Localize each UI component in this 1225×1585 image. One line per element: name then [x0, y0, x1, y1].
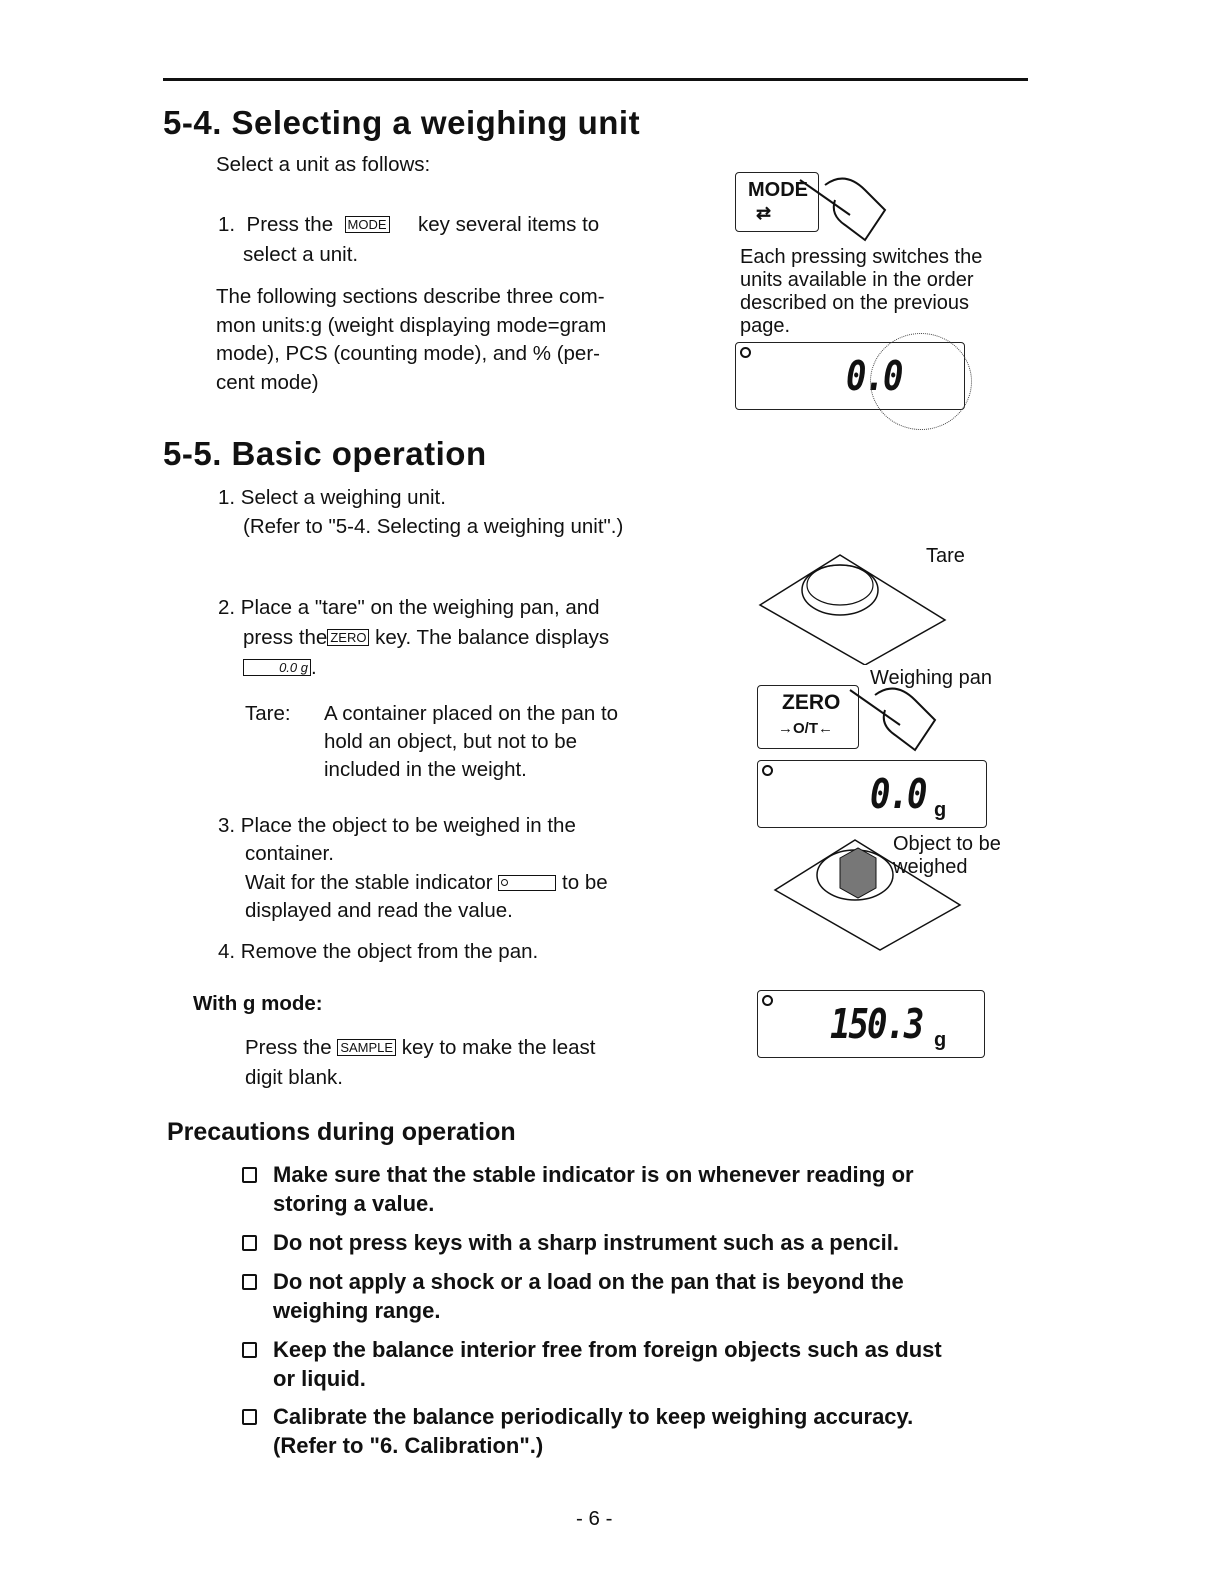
step-text: to be — [562, 871, 608, 894]
intro-text: Select a unit as follows: — [216, 153, 431, 176]
units-paragraph — [216, 283, 606, 397]
precautions-title: Precautions during operation — [167, 1118, 516, 1146]
cycle-arrows-icon: ⇄ — [756, 203, 772, 223]
callout-line: weighed — [893, 856, 968, 878]
display-reading: 0.0 — [870, 771, 926, 819]
checkbox-icon — [242, 1342, 257, 1358]
step-text: key several items to — [418, 213, 600, 236]
mode-caption — [740, 246, 982, 338]
g-mode-title: With g mode: — [193, 992, 323, 1015]
step-text: Press the — [246, 213, 334, 236]
weighing-pan-callout: Weighing pan — [870, 667, 992, 689]
step-text: Press the — [245, 1036, 332, 1059]
step-number: 1. — [218, 213, 236, 236]
step-text: container. — [245, 842, 334, 865]
display-panel — [757, 760, 987, 828]
step-text: key to make the least — [401, 1036, 596, 1059]
callout-line: Object to be — [893, 833, 1001, 855]
step-text: key. The balance displays — [375, 626, 610, 649]
step-text — [243, 624, 609, 652]
stable-indicator-icon — [762, 995, 773, 1006]
step-text: select a unit. — [243, 243, 359, 266]
caption-line: units available in the order — [740, 269, 974, 291]
object-callout — [893, 833, 1001, 879]
item-line: Keep the balance interior free from foreign objects such as dust — [273, 1337, 942, 1362]
page-number: - 6 - — [576, 1507, 613, 1530]
zero-key-label: ZERO — [327, 629, 369, 646]
step-text: (Refer to "5-4. Selecting a weighing unit".) — [243, 515, 624, 538]
checkbox-icon — [242, 1274, 257, 1290]
stable-indicator-icon — [498, 875, 556, 891]
precaution-item — [273, 1228, 899, 1257]
step-text: displayed and read the value. — [245, 899, 513, 922]
precaution-item — [273, 1402, 913, 1460]
section-title-5-5: 5-5. Basic operation — [163, 435, 487, 472]
stable-indicator-icon — [740, 347, 751, 358]
paragraph-line: cent mode) — [216, 370, 319, 394]
pressing-hand-icon — [790, 165, 890, 245]
display-inline: 0.0 g . — [243, 654, 317, 682]
display-reading: 0.0 — [846, 353, 902, 401]
step-text — [245, 869, 608, 897]
item-line: (Refer to "6. Calibration".) — [273, 1433, 544, 1458]
step-1: 1. Select a weighing unit. — [218, 486, 446, 509]
display-inline-label: 0.0 g — [243, 659, 311, 676]
sample-key-label: SAMPLE — [337, 1039, 396, 1056]
pan-with-tare-illustration — [755, 545, 955, 665]
paragraph-line: The following sections describe three com- — [216, 285, 605, 308]
item-line: Make sure that the stable indicator is on whenever reading or — [273, 1162, 914, 1187]
caption-line: page. — [740, 315, 791, 337]
checkbox-icon — [242, 1235, 257, 1251]
step-text: Wait for the stable indicator — [245, 871, 493, 894]
step-2: 2. Place a "tare" on the weighing pan, and — [218, 596, 600, 619]
tare-definition — [324, 700, 618, 784]
display-unit: g — [934, 799, 947, 821]
checkbox-icon — [242, 1409, 257, 1425]
pressing-hand-icon — [840, 675, 940, 755]
step-4: 4. Remove the object from the pan. — [218, 940, 539, 963]
top-rule — [163, 78, 1028, 81]
item-line: storing a value. — [273, 1191, 435, 1216]
item-line: Do not apply a shock or a load on the pan that is beyond the — [273, 1269, 904, 1294]
item-line: Calibrate the balance periodically to keep weighing accuracy. — [273, 1404, 914, 1429]
step-text: press the — [243, 626, 328, 649]
stable-indicator-icon — [762, 765, 773, 776]
section-title-5-4: 5-4. Selecting a weighing unit — [163, 104, 641, 141]
paragraph-line: mon units:g (weight displaying mode=gram — [216, 313, 607, 337]
tare-label: Tare: — [245, 702, 291, 725]
checkbox-icon — [242, 1167, 257, 1183]
g-mode-text — [245, 1034, 595, 1062]
display-unit: g — [934, 1029, 947, 1051]
key-label: ZERO — [782, 691, 841, 714]
display-panel — [757, 990, 985, 1058]
paragraph-line: mode), PCS (counting mode), and % (per- — [216, 342, 600, 365]
precaution-item — [273, 1267, 904, 1325]
definition-line: included in the weight. — [324, 758, 527, 781]
display-reading: 150.3 — [830, 1001, 923, 1049]
step-1 — [218, 211, 599, 239]
key-sublabel: →O/T← — [778, 720, 833, 737]
item-line: or liquid. — [273, 1366, 366, 1391]
item-line: Do not press keys with a sharp instrument such as a pencil. — [273, 1230, 899, 1255]
item-line: weighing range. — [273, 1298, 441, 1323]
precaution-item — [273, 1335, 942, 1393]
definition-line: A container placed on the pan to — [324, 702, 619, 725]
tare-callout: Tare — [926, 545, 965, 567]
precaution-item — [273, 1160, 914, 1218]
mode-key-label: MODE — [345, 216, 390, 233]
key-label: MODE — [748, 179, 808, 201]
caption-line: Each pressing switches the — [740, 246, 983, 268]
step-3: 3. Place the object to be weighed in the — [218, 814, 576, 837]
definition-line: hold an object, but not to be — [324, 730, 578, 753]
step-text: digit blank. — [245, 1066, 344, 1089]
highlight-circle — [870, 333, 972, 430]
caption-line: described on the previous — [740, 292, 970, 314]
